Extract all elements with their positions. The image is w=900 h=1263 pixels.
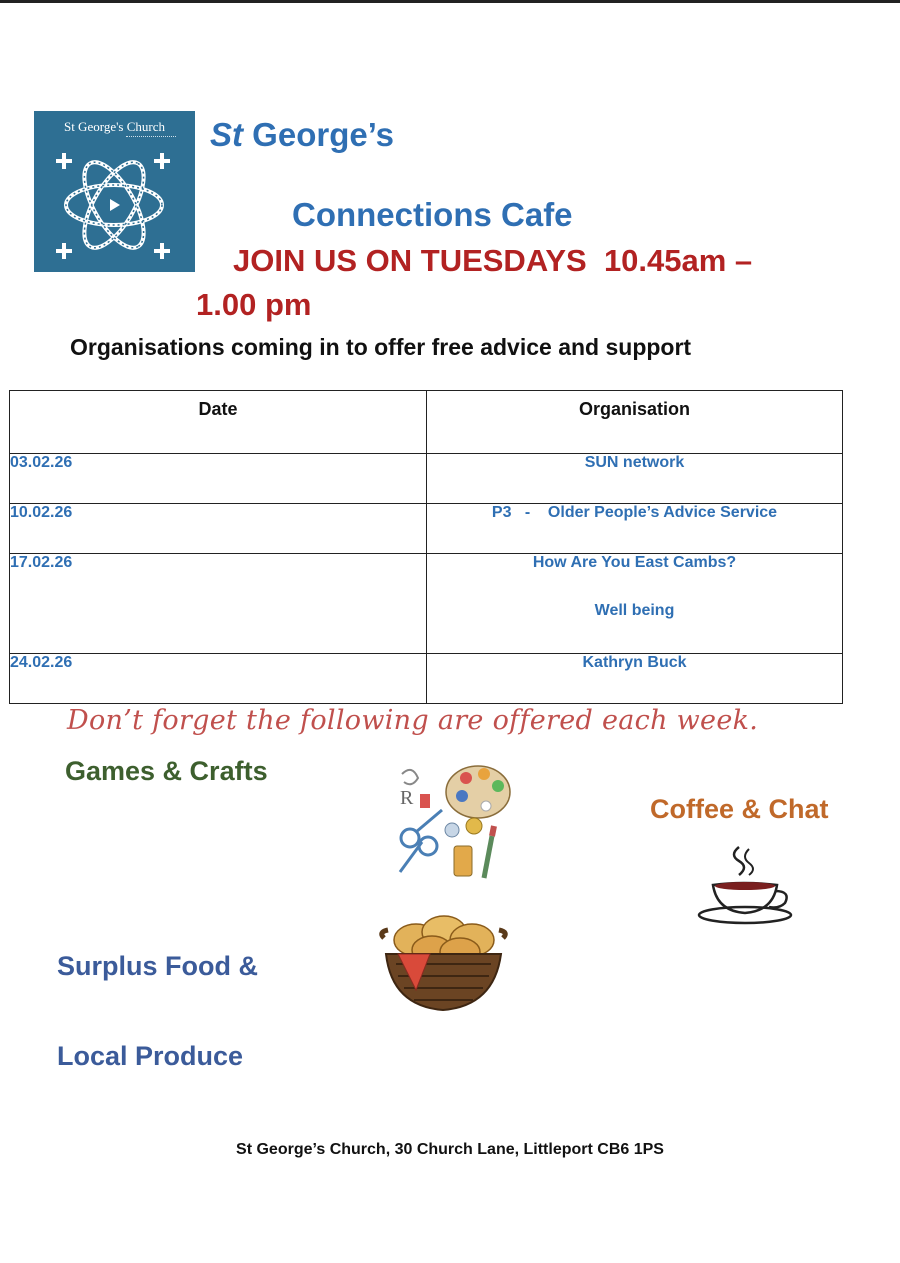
church-logo bbox=[34, 111, 195, 272]
cafe-name-heading: Connections Cafe bbox=[292, 196, 573, 233]
organisation-cell: SUN network bbox=[427, 454, 843, 504]
surplus-food-label: Surplus Food & bbox=[57, 951, 258, 981]
join-us-line-1: JOIN US ON TUESDAYS 10.45am – bbox=[233, 243, 753, 278]
table-row bbox=[10, 504, 843, 554]
date-column-header: Date bbox=[10, 391, 427, 454]
table-row bbox=[10, 654, 843, 704]
celtic-cross-icon bbox=[56, 153, 72, 169]
local-produce-label: Local Produce bbox=[57, 1041, 244, 1071]
intro-text: Organisations coming in to offer free advice and support bbox=[70, 334, 692, 360]
organisation-name: How Are You East Cambs? bbox=[532, 554, 737, 571]
celtic-cross-icon bbox=[154, 153, 170, 169]
date-cell: 24.02.26 bbox=[10, 654, 427, 704]
coffee-cup-icon bbox=[695, 843, 800, 928]
date-cell: 03.02.26 bbox=[10, 454, 427, 504]
date-cell: 17.02.26 bbox=[10, 554, 427, 654]
bread-basket-icon bbox=[376, 910, 511, 1015]
organisation-cell: Kathryn Buck bbox=[427, 654, 843, 704]
join-us-line-2: 1.00 pm bbox=[196, 287, 312, 322]
organisation-cell bbox=[427, 504, 843, 554]
organisation-name: P3 - Older People’s Advice Service bbox=[491, 504, 778, 521]
organisation-subtitle: Well being bbox=[594, 602, 675, 619]
heading-st: St bbox=[210, 116, 243, 153]
weekly-reminder: Don’t forget the following are offered each week. bbox=[67, 705, 759, 736]
table-header-row bbox=[10, 391, 843, 454]
celtic-knot-icon bbox=[34, 111, 195, 272]
top-border bbox=[0, 0, 900, 3]
schedule-table bbox=[9, 390, 843, 704]
table-row bbox=[10, 454, 843, 504]
heading-georges: George’s bbox=[243, 116, 394, 153]
date-cell: 10.02.26 bbox=[10, 504, 427, 554]
church-name-heading bbox=[210, 116, 394, 154]
logo-text: St George's Church bbox=[63, 119, 166, 134]
organisation-column-header: Organisation bbox=[427, 391, 843, 454]
svg-text:R: R bbox=[400, 787, 414, 809]
celtic-cross-icon bbox=[56, 243, 72, 259]
table-row bbox=[10, 554, 843, 654]
organisation-cell bbox=[427, 554, 843, 654]
games-crafts-label: Games & Crafts bbox=[65, 756, 268, 786]
craft-supplies-icon bbox=[388, 760, 518, 885]
coffee-chat-label: Coffee & Chat bbox=[650, 794, 829, 824]
church-address: St George’s Church, 30 Church Lane, Littleport CB6 1PS bbox=[236, 1141, 664, 1158]
celtic-cross-icon bbox=[154, 243, 170, 259]
